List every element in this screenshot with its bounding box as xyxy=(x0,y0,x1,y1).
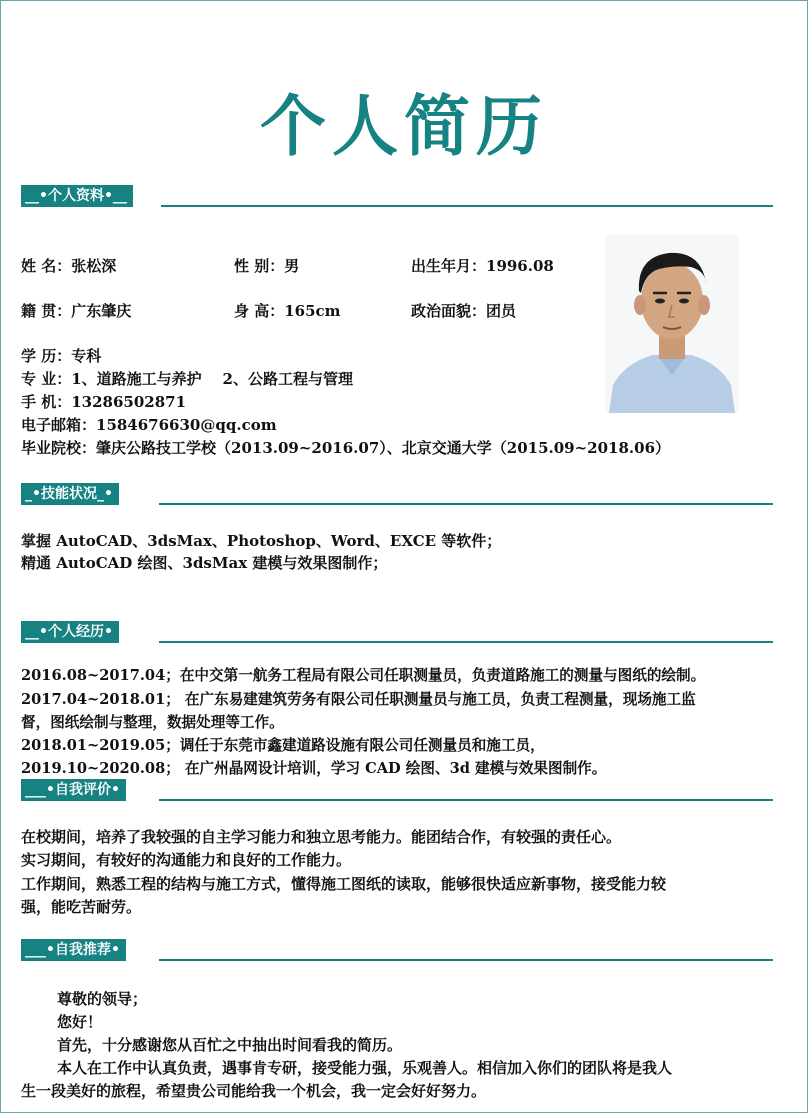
section-header-evaluation xyxy=(21,779,773,801)
section-tab-experience: __•个人经历• xyxy=(21,621,119,643)
field-school: 毕业院校：肇庆公路技工学校（2013.09~2016.07）、北京交通大学（2015.09~2018.06） xyxy=(21,439,671,457)
page-title: 个人简历 xyxy=(260,88,548,165)
section-divider xyxy=(161,205,773,207)
experience-line: 2018.01~2019.05；调任于东莞市鑫建道路设施有限公司任测量员和施工员， xyxy=(21,737,545,754)
section-divider xyxy=(159,641,773,643)
section-tab-profile: __•个人资料•__ xyxy=(21,185,133,207)
field-name: 姓 名：张松深 xyxy=(21,257,117,275)
experience-line: 2017.04~2018.01； 在广东易建建筑劳务有限公司任职测量员与施工员，负责工程测量，现场施工监 xyxy=(21,691,696,708)
section-divider xyxy=(159,799,773,801)
section-header-skills xyxy=(21,483,773,505)
profile-photo xyxy=(605,235,739,413)
field-gender: 性 别：男 xyxy=(234,257,300,275)
skill-line: 掌握 AutoCAD、3dsMax、Photoshop、Word、EXCE 等软件； xyxy=(21,532,502,550)
avatar-illustration xyxy=(605,235,739,413)
section-tab-evaluation: ___•自我评价• xyxy=(21,779,126,801)
recommend-greeting: 尊敬的领导； xyxy=(57,990,148,1008)
section-tab-skills: _•技能状况_• xyxy=(21,483,119,505)
field-native: 籍 贯：广东肇庆 xyxy=(21,302,132,320)
field-email: 电子邮箱：1584676630@qq.com xyxy=(21,416,277,434)
evaluation-line: 在校期间，培养了我较强的自主学习能力和独立思考能力。能团结合作，有较强的责任心。 xyxy=(21,828,622,846)
skill-line: 精通 AutoCAD 绘图、3dsMax 建模与效果图制作； xyxy=(21,554,388,572)
experience-line: 督，图纸绘制与整理，数据处理等工作。 xyxy=(21,714,284,731)
evaluation-line: 强，能吃苦耐劳。 xyxy=(21,898,142,916)
field-politics: 政治面貌：团员 xyxy=(411,302,517,320)
section-tab-recommend: ___•自我推荐• xyxy=(21,939,126,961)
section-header-experience xyxy=(21,621,773,643)
section-divider xyxy=(159,959,773,961)
evaluation-line: 实习期间，有较好的沟通能力和良好的工作能力。 xyxy=(21,851,352,869)
experience-line: 2016.08~2017.04；在中交第一航务工程局有限公司任职测量员，负责道路施工的测量与图纸的绘制。 xyxy=(21,667,706,684)
experience-line: 2019.10~2020.08； 在广州晶网设计培训，学习 CAD 绘图、3d 建模与效果图制作。 xyxy=(21,760,607,777)
field-height: 身 高：165cm xyxy=(234,302,341,320)
field-phone: 手 机：13286502871 xyxy=(21,393,187,411)
section-header-profile xyxy=(21,185,773,207)
section-header-recommend xyxy=(21,939,773,961)
recommend-line: 您好！ xyxy=(57,1013,103,1031)
recommend-line: 生一段美好的旅程，希望贵公司能给我一个机会，我一定会好好努力。 xyxy=(21,1082,487,1100)
section-divider xyxy=(159,503,773,505)
recommend-line: 首先，十分感谢您从百忙之中抽出时间看我的简历。 xyxy=(57,1036,403,1054)
field-birth: 出生年月：1996.08 xyxy=(411,257,554,275)
field-major: 专 业：1、道路施工与养护 2、公路工程与管理 xyxy=(21,370,353,388)
field-education: 学 历：专科 xyxy=(21,347,102,365)
evaluation-line: 工作期间，熟悉工程的结构与施工方式，懂得施工图纸的读取，能够很快适应新事物，接受能力较 xyxy=(21,875,667,893)
recommend-line: 本人在工作中认真负责，遇事肯专研，接受能力强，乐观善人。相信加入你们的团队将是我人 xyxy=(57,1059,673,1077)
